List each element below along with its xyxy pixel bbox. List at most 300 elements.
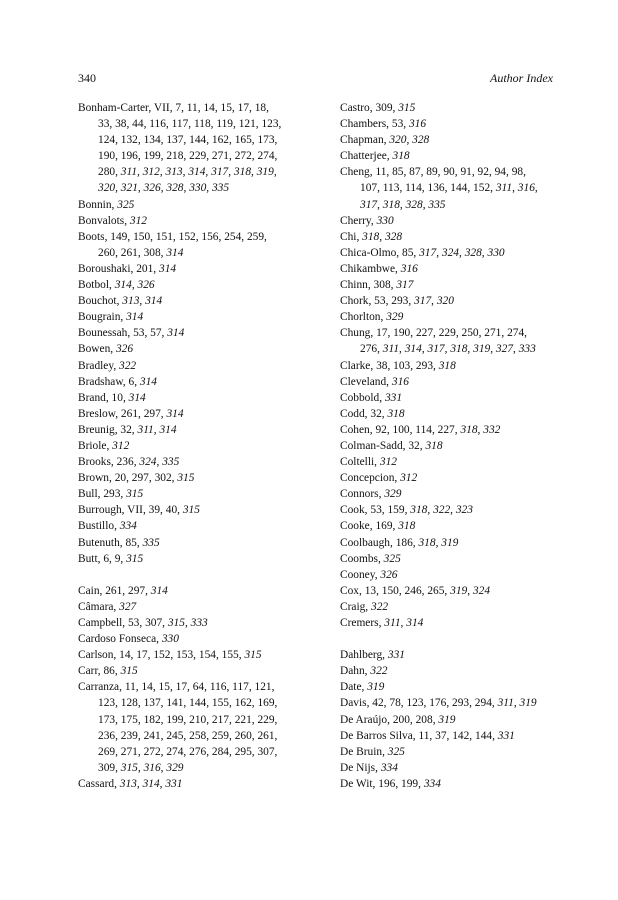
index-entry [340,148,570,164]
author-name: Chinn, [340,279,374,292]
page-reference-italic: 319 [519,697,537,710]
author-name: Bowen, [78,343,116,356]
page-reference-italic: 333 [518,343,536,356]
page-reference: 86, [103,665,121,678]
author-name: Breunig, [78,423,121,436]
page-reference-italic: 322 [433,504,451,517]
author-name: Cooke, [340,520,376,533]
page-reference: , [427,504,434,517]
author-name: Brand, [78,391,112,404]
page-reference-italic: 331 [384,391,403,404]
author-name: Coolbaugh, [340,536,396,549]
author-name: Boots, [78,230,111,243]
page-reference: , [421,343,428,356]
author-name: Cain, [78,584,106,597]
index-entry [340,116,570,132]
page-reference: , [406,134,413,147]
page-reference: 85, [402,246,420,259]
author-name: Boroushaki, [78,262,137,275]
page-reference-italic: 326 [143,182,161,195]
page-reference: 92, 100, 114, 227, [375,423,461,436]
author-name: Bradshaw, [78,375,129,388]
index-entry [340,776,570,792]
page-reference-italic: 319 [367,681,385,694]
page-reference-italic: 314 [126,311,144,324]
page-reference-italic: 311 [137,423,154,436]
author-name: Bougrain, [78,311,127,324]
author-name: Bustillo, [78,520,120,533]
page-reference: 42, 78, 123, 176, 293, 294, [372,697,498,710]
index-entry [340,406,570,422]
index-entry [78,551,318,567]
page-reference-italic: 311 [497,697,514,710]
page-reference-italic: 317 [419,246,437,259]
author-name: Bonham-Carter, [78,102,154,114]
page-reference-italic: 314 [166,246,184,259]
page-reference: 269, 271, 272, 274, 276, 284, 295, 307, [98,745,278,758]
index-entry [340,615,570,631]
author-name: Chica-Olmo, [340,246,403,259]
page-reference: 173, 175, 182, 199, 210, 217, 221, 229, [98,713,278,726]
author-name: Bonvalots, [78,214,130,227]
page-reference-italic: 331 [165,777,183,790]
page-reference: , [137,166,143,179]
page-reference: 186, [395,536,419,549]
page-reference-italic: 315 [126,552,144,565]
author-name: Burrough, [78,504,128,517]
page-reference: 85, [125,536,143,549]
page-reference: , [228,166,234,179]
page-reference-italic: 314 [159,423,177,436]
author-name: De Wit, [340,777,379,790]
page-reference-italic: 328 [166,182,184,195]
page-reference: , [490,343,496,356]
page-reference-italic: 315 [167,617,185,629]
author-name: Campbell, [78,617,128,629]
page-reference-italic: 316 [408,118,427,131]
page-reference-italic: 315 [182,504,200,517]
page-reference-italic: 314 [166,407,184,420]
page-reference: , [159,166,166,179]
author-name: Coombs, [340,552,384,565]
author-name: Cooney, [340,568,381,581]
page-reference: , [379,230,385,243]
page-reference-italic: 319 [256,166,274,179]
author-name: De Bruin, [340,745,388,758]
page-reference: , [139,295,146,308]
index-entry [78,679,318,776]
index-entry [340,535,570,551]
author-name: Cobbold, [340,391,385,404]
page-reference-italic: 332 [483,423,501,436]
page-reference: 53, 57, [133,327,168,340]
index-entry [340,293,570,309]
author-name: Briole, [78,439,113,452]
page-reference: , [477,423,484,436]
page-reference: 200, 208, [392,713,439,726]
page-reference-italic: 321 [120,182,138,195]
author-name: Carranza, [78,681,125,694]
author-name: Butenuth, [78,536,126,549]
page-reference-italic: 331 [387,649,405,662]
author-name: Chung, [340,327,377,340]
page-reference-italic: 318 [362,230,380,243]
page-reference-italic: 330 [376,214,394,227]
page-reference: 32, [408,439,426,452]
page-reference: , [184,617,191,629]
page-reference-italic: 334 [380,761,398,774]
page-reference: 236, [116,456,140,469]
index-entry [78,213,318,229]
page-reference: 10, [111,391,129,404]
page-reference-italic: 328 [384,230,403,243]
page-reference-italic: 318 [410,504,428,517]
page-reference: , [156,456,163,469]
page-reference-italic: 327 [495,343,514,356]
page-reference-italic: 312 [379,456,397,469]
index-entry [78,261,318,277]
author-name: Botbol, [78,279,115,292]
author-name: Concepcion, [340,472,401,485]
page-reference-italic: 318 [418,536,436,549]
page-reference-italic: 314 [145,295,163,308]
page-reference-italic: 317 [360,198,378,211]
page-reference: , [444,343,451,356]
page-reference-italic: 314 [139,375,157,388]
page-reference: 169, [375,520,399,533]
author-name: De Barros Silva, [340,729,419,742]
page-reference-italic: 311 [495,182,513,195]
index-entry [340,309,570,325]
page-reference-italic: 320 [98,182,116,195]
index-entry [340,502,570,518]
author-name: Clarke, [340,359,377,372]
page-reference: 149, 150, 151, 152, 156, 254, 259, [110,230,267,243]
page-reference-italic: 317 [414,295,432,308]
index-column-left [78,100,318,792]
page-reference: 280, [98,166,121,179]
index-entry [340,663,570,679]
page-reference: 123, 128, 137, 141, 144, 155, 162, 169, [98,697,278,710]
page-reference: 124, 132, 134, 137, 144, 162, 165, 173, [98,134,278,147]
index-entry [340,679,570,695]
author-name: Codd, [340,407,371,420]
page-reference: 107, 113, 114, 136, 144, 152, [360,182,496,195]
page-reference: 11, 37, 142, 144, [418,729,498,742]
page-reference-italic: 334 [423,777,441,790]
index-entry [78,277,318,293]
index-entry [78,776,318,792]
index-entry [340,229,570,245]
page-reference-italic: 311 [120,166,138,179]
page-reference: , [377,198,383,211]
index-entry [340,358,570,374]
index-entry [340,760,570,776]
author-name: Bradley, [78,359,120,372]
index-entry [78,229,318,261]
index-entry [340,454,570,470]
index-entry [340,583,570,599]
page-reference-italic: 325 [383,552,401,565]
index-entry [340,695,570,711]
author-name: Chi, [340,230,363,243]
index-entry [78,454,318,470]
page-reference: 309, [375,102,399,114]
page-reference-italic: 314 [128,391,146,404]
page-reference: 201, [136,262,159,275]
index-entry [78,341,318,357]
index-entry [340,712,570,728]
page-reference: , [534,182,538,195]
index-entry [340,100,570,116]
page-reference-italic: 330 [161,633,179,646]
index-entry [78,406,318,422]
page-reference-italic: 322 [119,359,137,372]
page-reference-italic: 319 [441,536,459,549]
page-reference: 261, 297, [120,407,167,420]
index-entry [340,647,570,663]
page-reference-italic: 318 [387,407,405,420]
page-reference-italic: 315 [398,102,416,114]
page-reference-italic: 319 [473,343,491,356]
page-reference-italic: 315 [177,472,195,485]
page-reference: 6, 9, [103,552,127,565]
page-reference-italic: 315 [126,488,144,501]
page-reference-italic: 320 [436,295,454,308]
index-entry [78,518,318,534]
page-reference-italic: 312 [129,214,147,227]
author-name: Castro, [340,102,376,114]
page-reference-italic: 318 [450,343,468,356]
page-reference-italic: 335 [142,536,160,549]
page-reference-italic: 311 [382,343,400,356]
page-reference: , [251,166,257,179]
author-name: Brooks, [78,456,117,469]
page-reference-italic: 317 [211,166,229,179]
author-name: Craig, [340,600,372,613]
page-reference-italic: 318 [398,520,416,533]
index-entry [78,422,318,438]
index-entry [340,551,570,567]
author-name: De Nijs, [340,761,381,774]
page-reference-italic: 317 [427,343,445,356]
page-reference-italic: 312 [400,472,418,485]
page-reference-italic: 334 [119,520,137,533]
author-name: Dahn, [340,665,371,678]
author-name: Carr, [78,665,104,678]
index-entry [340,374,570,390]
index-entry [340,486,570,502]
page-reference: , [459,246,465,259]
page-reference-italic: 314 [150,584,168,597]
page-reference-italic: 328 [405,198,423,211]
page-reference-italic: 335 [211,182,230,195]
page-reference-italic: 324 [139,456,157,469]
page-reference: , [137,182,144,195]
index-entry [78,647,318,663]
author-name: Davis, [340,697,373,710]
page-reference: 236, 239, 241, 245, 258, 259, 260, 261, [98,729,278,742]
author-name: Coltelli, [340,456,380,469]
index-entry [340,744,570,760]
page-reference-italic: 318 [438,359,456,372]
page-reference: 32, [370,407,388,420]
author-name: Chork, [340,295,375,308]
index-entry [78,374,318,390]
index-entry [340,325,570,357]
page-reference-italic: 330 [487,246,505,259]
page-reference: , [399,198,406,211]
page-reference-italic: 316 [143,761,161,774]
page-reference-italic: 335 [428,198,446,211]
page-reference: 260, 261, 308, [98,246,167,259]
index-entry [340,132,570,148]
page-number: 340 [78,71,96,85]
index-entry [340,422,570,438]
author-name: Chapman, [340,134,390,147]
page-reference: , [422,198,429,211]
page-reference: , [160,182,167,195]
author-name: Chorlton, [340,311,387,324]
index-entry [340,567,570,583]
author-name: Cherry, [340,214,377,227]
page-reference-italic: 316 [517,182,535,195]
letter-group-gap [340,631,570,647]
page-reference-italic: 315 [244,649,262,662]
index-entry [78,438,318,454]
author-name: Chatterjee, [340,150,393,163]
page-reference-italic: 314 [404,343,422,356]
index-entry [78,486,318,502]
index-entry [78,309,318,325]
page-reference: 309, [98,761,121,774]
author-name: Brown, [78,472,115,485]
page-reference: 53, [391,118,409,131]
page-reference-italic: 316 [391,375,409,388]
author-name: Câmara, [78,600,120,613]
page-reference-italic: 329 [166,761,184,774]
index-entry [340,728,570,744]
page-reference: 190, 196, 199, 218, 229, 271, 272, 274, [98,150,278,163]
page-reference: 14, 17, 152, 153, 154, 155, [119,649,245,662]
index-entry [340,245,570,261]
author-name: Connors, [340,488,385,501]
page-reference: , [513,343,519,356]
page-reference-italic: 314 [159,262,177,275]
page-reference: , [467,584,473,597]
page-reference: , [399,343,405,356]
page-reference-italic: 325 [117,198,135,211]
index-entry [340,277,570,293]
page-reference-italic: 312 [112,439,130,452]
author-name: Bounessah, [78,327,134,340]
page-reference-italic: 313 [122,295,140,308]
page-reference-italic: 326 [380,568,398,581]
page-reference-italic: 314 [188,166,206,179]
page-reference: , [137,761,144,774]
index-entry [78,535,318,551]
index-entry [78,325,318,341]
author-name: Cardoso Fonseca, [78,633,162,646]
page-reference: , [205,166,212,179]
page-reference-italic: 318 [382,198,400,211]
page-reference: 53, 293, [374,295,415,308]
page-reference: , [160,761,167,774]
page-reference: , [513,697,520,710]
index-entry [78,583,318,599]
page-reference: 38, 103, 293, [376,359,439,372]
page-reference-italic: 333 [190,617,208,629]
index-entry [78,100,318,197]
author-name: Cleveland, [340,375,392,388]
page-reference: 11, 14, 15, 17, 64, 116, 117, 121, [124,681,275,694]
author-name: Bull, [78,488,104,501]
page-reference-italic: 322 [370,665,388,678]
page-reference: , [183,182,190,195]
page-reference: 276, [360,343,383,356]
author-name: Bonnin, [78,198,118,211]
page-reference-italic: 316 [400,262,418,275]
page-reference-italic: 318 [392,150,410,163]
author-name: Cremers, [340,617,385,629]
index-entry [78,390,318,406]
index-entry [78,358,318,374]
running-title: Author Index [490,71,553,85]
index-entry [78,663,318,679]
page-reference-italic: 335 [162,456,180,469]
page-reference: , [115,182,121,195]
page-reference: 33, 38, 44, 116, 117, 118, 119, 121, 123, [98,118,282,131]
page-reference: 6, [128,375,140,388]
author-name: Dahlberg, [340,649,388,662]
page-reference-italic: 326 [137,279,155,292]
index-column-right [340,100,570,792]
author-name: Cassard, [78,777,120,790]
page-reference-italic: 328 [412,134,430,147]
page-reference: , [131,279,138,292]
page-reference-italic: 329 [384,488,402,501]
index-entry [78,615,318,631]
page-reference: , [450,504,456,517]
index-entry [340,261,570,277]
page-reference-italic: 319 [438,713,456,726]
author-name: Colman-Sadd, [340,439,409,452]
page-reference: , [436,246,442,259]
author-name: Breslow, [78,407,121,420]
page-reference-italic: 317 [396,279,414,292]
page-reference-italic: 329 [386,311,404,324]
author-name: Chikambwe, [340,262,401,275]
page-reference-italic: 330 [189,182,207,195]
page-reference: , [153,423,160,436]
page-reference: 32, [120,423,138,436]
author-name: Cook, [340,504,371,517]
author-name: Carlson, [78,649,120,662]
page-reference-italic: 314 [406,617,424,629]
author-name: Chambers, [340,118,392,131]
author-name: De Araújo, [340,713,393,726]
page-reference-italic: 318 [233,166,252,179]
page-reference: 17, 190, 227, 229, 250, 271, 274, [376,327,528,340]
page-reference-italic: 324 [441,246,459,259]
page-reference-italic: 314 [167,327,185,340]
author-name: Butt, [78,552,104,565]
index-entry [340,599,570,615]
index-entry [340,470,570,486]
author-name: Bouchot, [78,295,123,308]
page-reference-italic: 312 [142,166,160,179]
page-reference-italic: 314 [114,279,132,292]
